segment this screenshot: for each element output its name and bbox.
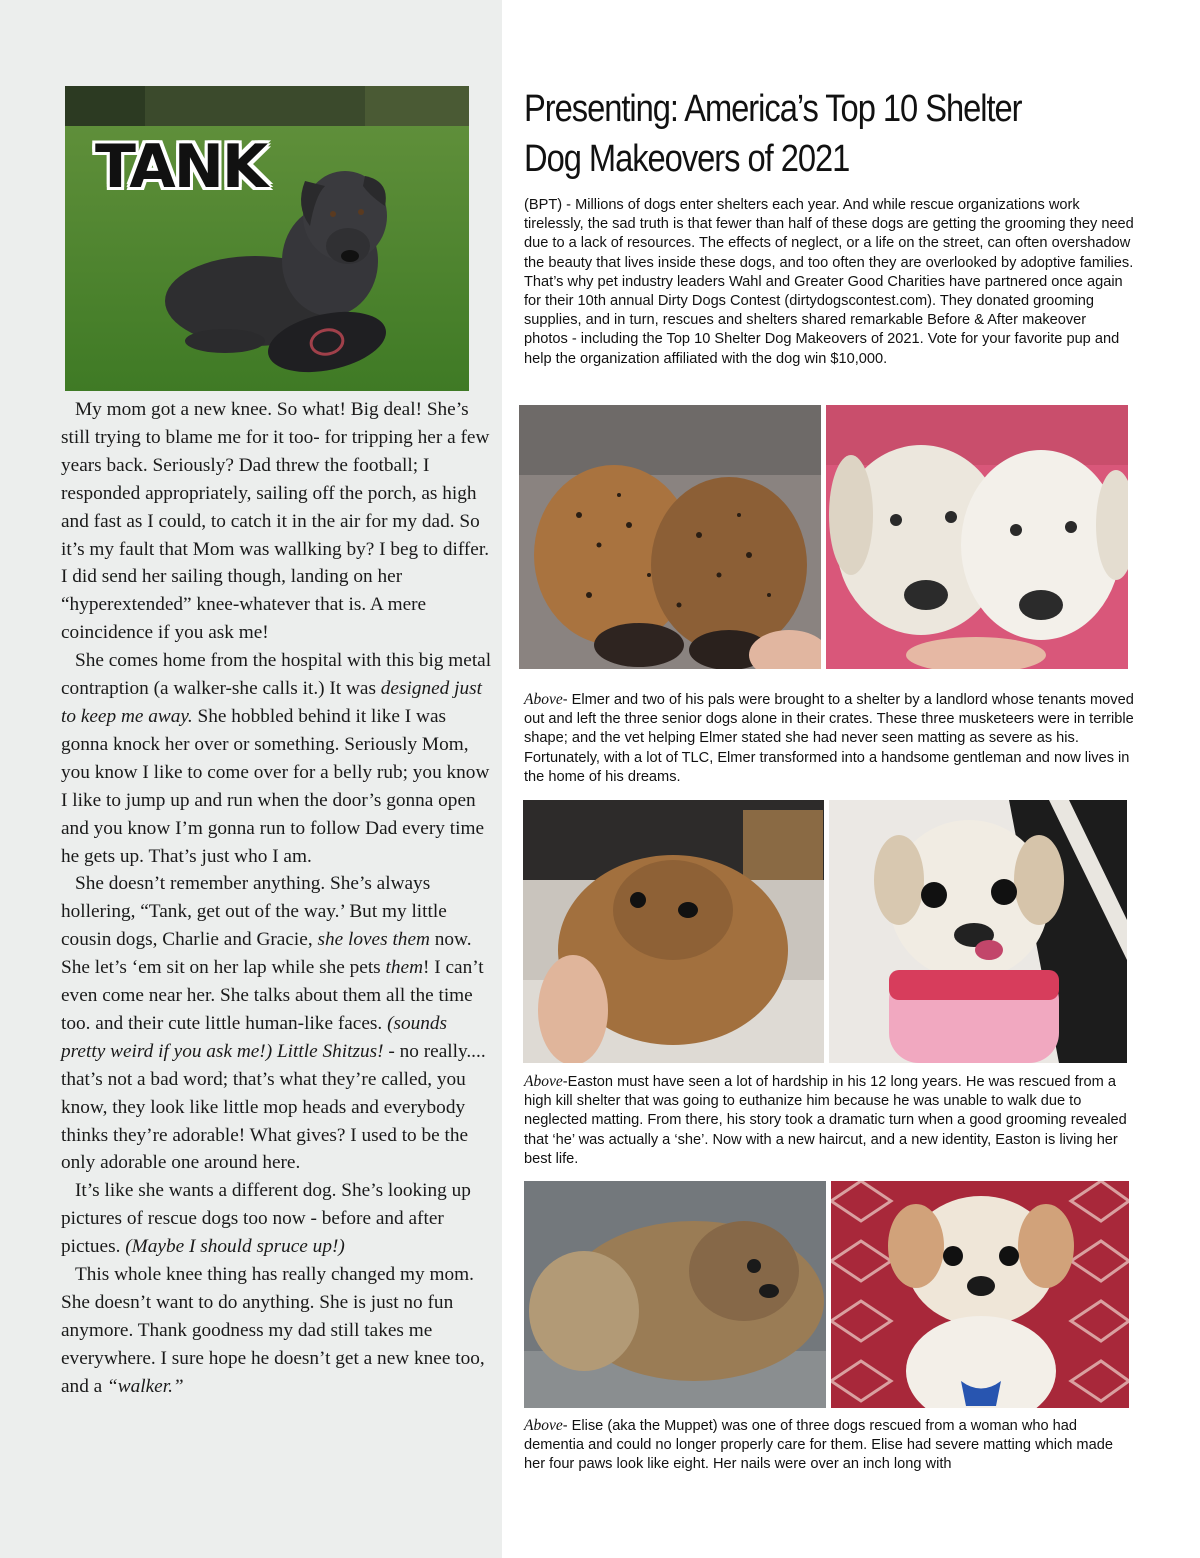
story-emphasis: “walker.” xyxy=(107,1375,184,1397)
caption-elise xyxy=(524,1416,1134,1475)
caption-text: - Elmer and two of his pals were brought to a shelter by a landlord whose tenants moved out and left the three senior dogs alone in their crates. These three musketeers were in terrible shape; and the vet helping Elmer stated she had never seen matting as severe as his. Fortunately, with a lot of TLC, Elmer transformed into a handsome gentleman and now lives in the home of his dreams. xyxy=(524,692,1134,785)
story-text-span: - no really.... that’s not a bad word; that’s what they’re called, you know, they look like little mop heads and everybody thinks they’re adorable! What gives? I used to be the only adorable one around here. xyxy=(61,1040,486,1174)
story-paragraph xyxy=(61,870,493,1177)
caption-easton xyxy=(524,1072,1134,1169)
article-intro: (BPT) - Millions of dogs enter shelters each year. And while rescue organizations work tirelessly, the sad truth is that fewer than half of these dogs are getting the grooming they need due to a lack of resources. The effects of neglect, or a life on the street, can often overshadow the beauty that lives inside these dogs, and too often they are overlooked by adoptive families. That’s why pet industry leaders Wahl and Greater Good Charities have partnered once again for their 10th annual Dirty Dogs Contest (dirtydogscontest.com). They donated grooming supplies, and in turn, rescues and shelters shared remarkable Before & After makeover photos - including the Top 10 Shelter Dog Makeovers of 2021. Vote for your favorite pup and help the organization affiliated with the dog win $10,000. xyxy=(524,197,1134,367)
caption-text: - Elise (aka the Muppet) was one of three dogs rescued from a woman who had dementia and could no longer properly care for them. Elise had severe matting which made her four paws look like eight. Her nails were over an inch long with xyxy=(524,1418,1113,1473)
story-emphasis: (Maybe I should spruce up!) xyxy=(125,1236,345,1258)
story-paragraph xyxy=(61,647,493,870)
caption-text: -Easton must have seen a lot of hardship in his 12 long years. He was rescued from a high kill shelter that was going to euthanize him because he was unable to walk due to neglected matting. From there, his story took a dramatic turn when a good grooming revealed that ‘he’ was actually a ‘she’. Now with a new haircut, and a new identity, Easton is living her best life. xyxy=(524,1074,1127,1167)
story-text-span: My mom got a new knee. So what! Big deal! She’s still trying to blame me for it too- for tripping her a few years back. Seriously? Dad threw the football; I responded appropriately, sailing off the porch, as high and fast as I could, to catch it in the air for my dad. So it’s my fault that Mom was wallking by? I beg to differ. I did send her sailing though, landing on her “hyperextended” knee-whatever that is. A mere coincidence if you ask me! xyxy=(61,399,490,644)
story-text-span: It’s like she wants a different dog. She’s looking up pictures of rescue dogs too now - before and after pictues. xyxy=(61,1180,471,1258)
easton-before-photo xyxy=(523,800,824,1063)
story-emphasis: she loves them xyxy=(317,929,430,951)
easton-after-photo xyxy=(829,800,1127,1063)
story-text-span: ! I can’t even come near her. She talks about them all the time too. and their cute little human-like faces. xyxy=(61,957,484,1034)
story-text-span: This whole knee thing has really changed my mom. She doesn’t want to do anything. She is just no fun anymore. Thank goodness my dad still takes me everywhere. I sure hope he doesn’t get a new knee too, and a xyxy=(61,1264,485,1397)
caption-label: Above xyxy=(524,1073,563,1090)
story-text-span: She comes home from the hospital with this big metal contraption (a walker-she calls it.) It was xyxy=(61,650,492,700)
elise-before-photo xyxy=(524,1181,826,1408)
story-paragraph xyxy=(61,1261,493,1401)
story-text-span: She hobbled behind it like I was gonna knock her over or something. Seriously Mom, you know I like to come over for a belly rub; you know I like to jump up and run when the door’s gonna open and you know I’m gonna run to follow Dad every time he gets up. That’s just who I am. xyxy=(61,705,490,867)
story-text xyxy=(61,396,493,1401)
tank-photo xyxy=(65,86,469,391)
story-paragraph xyxy=(61,1177,493,1261)
story-text-span: now. She let’s ‘em sit on her lap while she pets xyxy=(61,929,472,979)
caption-label: Above xyxy=(524,1417,563,1434)
story-emphasis: (sounds pretty weird if you ask me!) Little Shitzus! xyxy=(61,1012,448,1062)
story-paragraph xyxy=(61,396,493,647)
caption-label: Above xyxy=(524,691,563,708)
story-text-span: She doesn’t remember anything. She’s always hollering, “Tank, get out of the way.’ But my little cousin dogs, Charlie and Gracie, xyxy=(61,873,447,951)
story-emphasis: them xyxy=(385,957,423,979)
elise-after-photo xyxy=(831,1181,1129,1408)
photo-title: TANK xyxy=(95,132,267,202)
story-emphasis: designed just to keep me away. xyxy=(61,678,482,727)
elmer-before-photo xyxy=(519,405,821,669)
elmer-after-photo xyxy=(826,405,1128,669)
article-headline: Presenting: America’s Top 10 Shelter Dog Makeovers of 2021 xyxy=(524,88,1022,180)
caption-elmer xyxy=(524,690,1134,787)
